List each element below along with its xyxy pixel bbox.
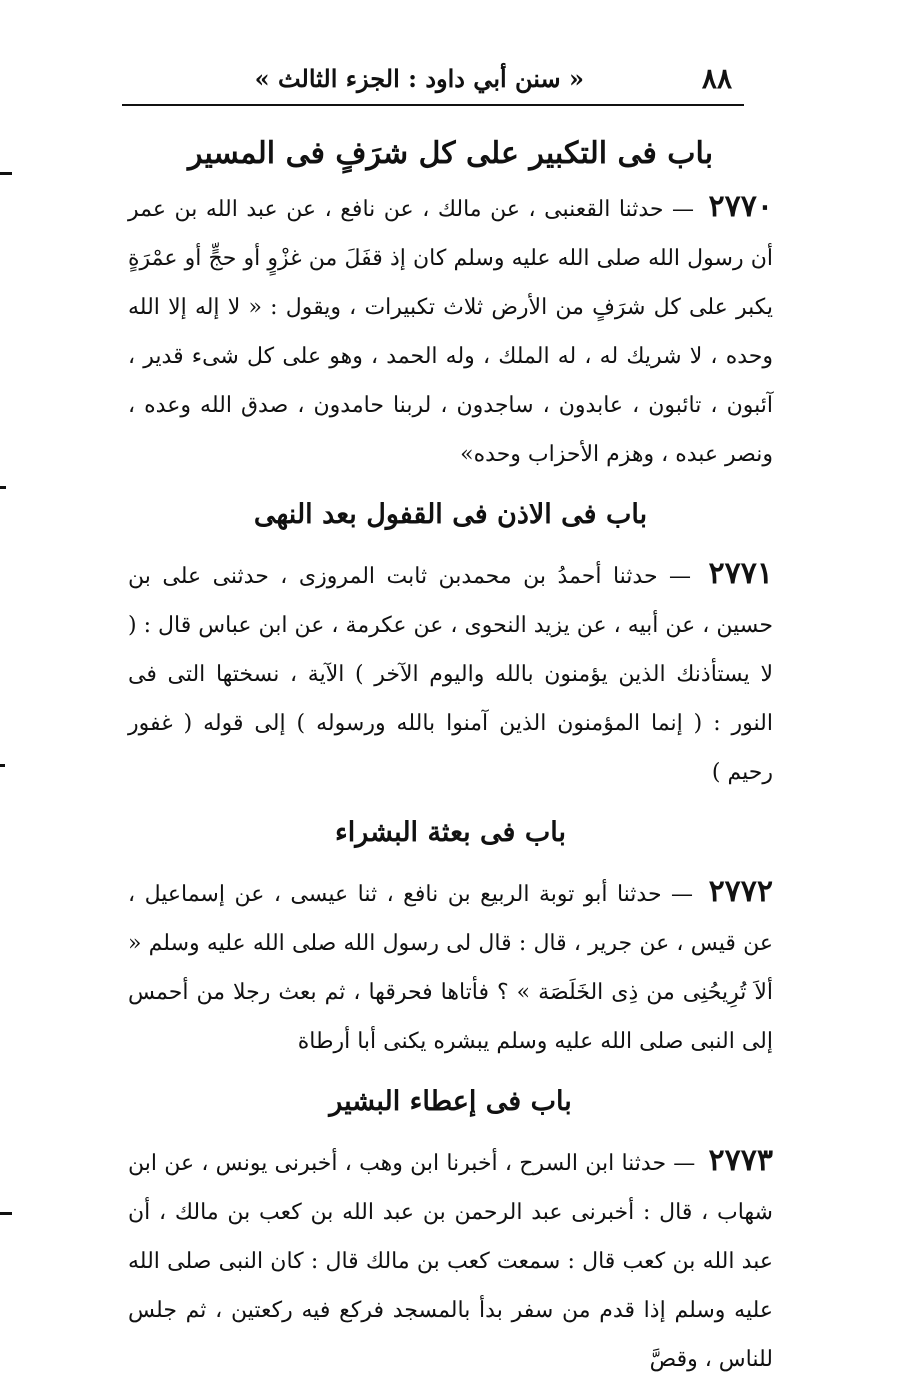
chapter-title: باب فى التكبير على كل شرَفٍ فى المسير	[187, 136, 714, 171]
hadith-paragraph	[128, 182, 773, 479]
hadith-paragraph	[128, 549, 773, 797]
hadith-text: — حدثنا أبو توبة الربيع بن نافع ، ثنا عيسى ، عن إسماعيل ، عن قيس ، عن جرير ، قال : قال لى رسول الله صلى الله عليه وسلم « ألاَ تُرِيحُنِى من ذِى الخَلَصَة » ؟ فأتاها فحرقها ، ثم بعث رجلا من أحمس إلى النبى صلى الله عليه وسلم يبشره يكنى أبا أرطاة	[128, 882, 773, 1054]
hadith-text: — حدثنا ابن السرح ، أخبرنا ابن وهب ، أخبرنى يونس ، عن ابن شهاب ، قال : أخبرنى عبد الرحمن بن عبد الله بن كعب بن مالك ، أن عبد الله بن كعب قال : سمعت كعب بن مالك قال : كان النبى صلى الله عليه وسلم إذا قدم من سفر بدأ بالمسجد فركع فيه ركعتين ، ثم جلس للناس ، وقصَّ	[128, 1151, 773, 1372]
hadith-text: — حدثنا أحمدُ بن محمدبن ثابت المروزى ، حدثنى على بن حسين ، عن أبيه ، عن يزيد النحوى ، عن عكرمة ، عن ابن عباس قال : ( لا يستأذنك الذين يؤمنون بالله واليوم الآخر ) الآية ، نسختها التى فى النور : ( إنما المؤمنون الذين آمنوا بالله ورسوله ) إلى قوله ( غفور رحيم )	[128, 564, 773, 785]
hadith-number: ٢٧٧٢	[708, 874, 774, 909]
margin-tick-mark	[0, 764, 5, 767]
page-number: ٨٨	[701, 62, 732, 95]
hadith-number: ٢٧٧١	[708, 556, 773, 591]
hadith-paragraph	[128, 867, 773, 1066]
hadith-number: ٢٧٧٣	[708, 1143, 773, 1178]
chapter-title: باب فى إعطاء البشير	[329, 1086, 572, 1117]
page-body	[128, 130, 773, 1384]
hadith-number: ٢٧٧٠	[708, 189, 773, 224]
chapter-title: باب فى الاذن فى القفول بعد النهى	[253, 499, 648, 530]
running-title: « سنن أبي داود : الجزء الثالث »	[254, 64, 584, 93]
running-header	[122, 62, 744, 100]
chapter-title: باب فى بعثة البشراء	[335, 817, 566, 848]
margin-tick-mark	[0, 1212, 12, 1215]
hadith-paragraph	[128, 1136, 773, 1384]
margin-tick-mark	[0, 172, 12, 175]
header-rule	[122, 104, 744, 106]
margin-tick-mark	[0, 486, 6, 489]
hadith-text: — حدثنا القعنبى ، عن مالك ، عن نافع ، عن عبد الله بن عمر أن رسول الله صلى الله عليه وسلم كان إذ قفَلَ من غزْوٍ أو حجٍّ أو عمْرَةٍ يكبر على كل شرَفٍ من الأرض ثلاث تكبيرات ، ويقول : « لا إله إلا الله وحده ، لا شريك له ، له الملك ، وله الحمد ، وهو على كل شىء قدير ، آئبون ، تائبون ، عابدون ، ساجدون ، لربنا حامدون ، صدق الله وعده ، ونصر عبده ، وهزم الأحزاب وحده»	[128, 197, 774, 467]
